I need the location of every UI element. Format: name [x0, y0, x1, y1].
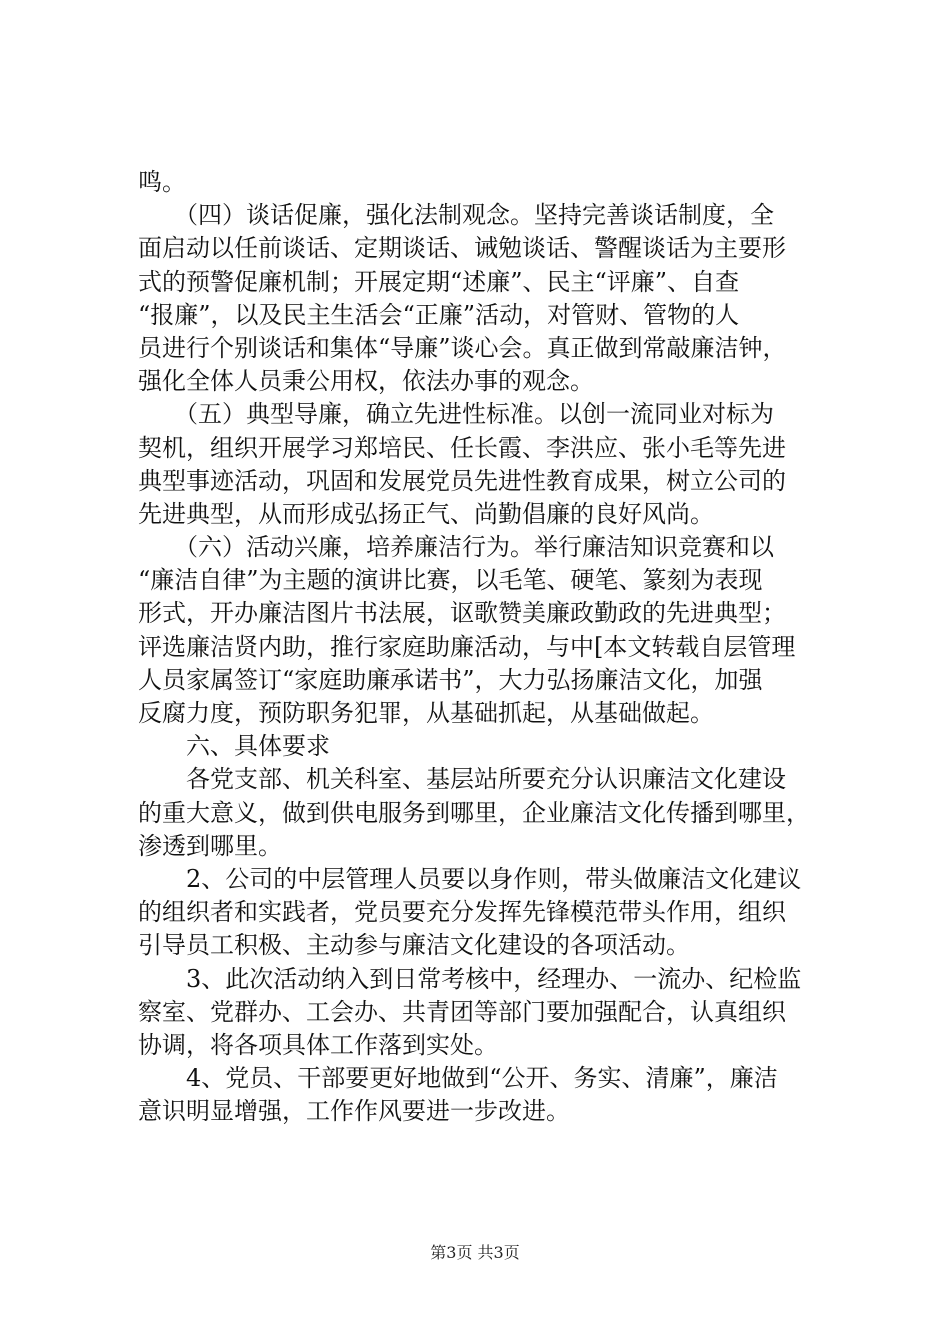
text-line: 2、公司的中层管理人员要以身作则，带头做廉洁文化建议	[138, 864, 802, 893]
text-line: 3、此次活动纳入到日常考核中，经理办、一流办、纪检监	[138, 964, 802, 993]
text-line: （四）谈话促廉，强化法制观念。坚持完善谈话制度，全	[138, 201, 774, 230]
text-line: 人员家属签订“家庭助廉承诺书”，大力弘扬廉洁文化，加强	[138, 665, 763, 694]
text-line: 4、党员、干部要更好地做到“公开、务实、清廉”，廉洁	[138, 1064, 778, 1093]
text-line: 形式，开办廉洁图片书法展，讴歌赞美廉政勤政的先进典型；	[138, 599, 786, 628]
document-body	[138, 166, 828, 1128]
text-line: 强化全体人员秉公用权，依法办事的观念。	[138, 367, 594, 396]
text-line: 式的预警促廉机制；开展定期“述廉”、民主“评廉”、自查	[138, 267, 740, 296]
text-line: 意识明显增强，工作作风要进一步改进。	[138, 1097, 570, 1126]
section-heading: 六、具体要求	[138, 732, 330, 761]
text-line: 鸣。	[138, 168, 186, 196]
text-line: 渗透到哪里。	[138, 831, 282, 860]
text-line: （五）典型导廉，确立先进性标准。以创一流同业对标为	[138, 400, 774, 429]
text-line: 面启动以任前谈话、定期谈话、诫勉谈话、警醒谈话为主要形	[138, 234, 786, 263]
text-line: 引导员工积极、主动参与廉洁文化建设的各项活动。	[138, 931, 690, 960]
text-line: 反腐力度，预防职务犯罪，从基础抓起，从基础做起。	[138, 699, 714, 727]
text-line: 的重大意义，做到供电服务到哪里，企业廉洁文化传播到哪里，	[138, 798, 810, 827]
text-line: （六）活动兴廉，培养廉洁行为。举行廉洁知识竞赛和以	[138, 533, 774, 562]
text-line: 契机，组织开展学习郑培民、任长霞、李洪应、张小毛等先进	[138, 433, 786, 462]
text-line: 先进典型，从而形成弘扬正气、尚勤倡廉的良好风尚。	[138, 499, 714, 528]
text-line: 的组织者和实践者，党员要充分发挥先锋模范带头作用，组织	[138, 898, 786, 927]
text-line: 员进行个别谈话和集体“导廉”谈心会。真正做到常敲廉洁钟，	[138, 333, 787, 362]
text-line: 评选廉洁贤内助，推行家庭助廉活动，与中[本文转载自层管理	[138, 632, 796, 661]
text-line: 各党支部、机关科室、基层站所要充分认识廉洁文化建设	[138, 765, 786, 794]
page-number-footer: 第3页 共3页	[430, 1243, 520, 1262]
text-line: 典型事迹活动，巩固和发展党员先进性教育成果，树立公司的	[138, 466, 786, 495]
text-line: 察室、党群办、工会办、共青团等部门要加强配合，认真组织	[138, 997, 786, 1026]
text-line: “廉洁自律”为主题的演讲比赛，以毛笔、硬笔、篆刻为表现	[138, 566, 763, 595]
text-line: “报廉”，以及民主生活会“正廉”活动，对管财、管物的人	[138, 300, 740, 329]
text-line: 协调，将各项具体工作落到实处。	[138, 1030, 498, 1059]
